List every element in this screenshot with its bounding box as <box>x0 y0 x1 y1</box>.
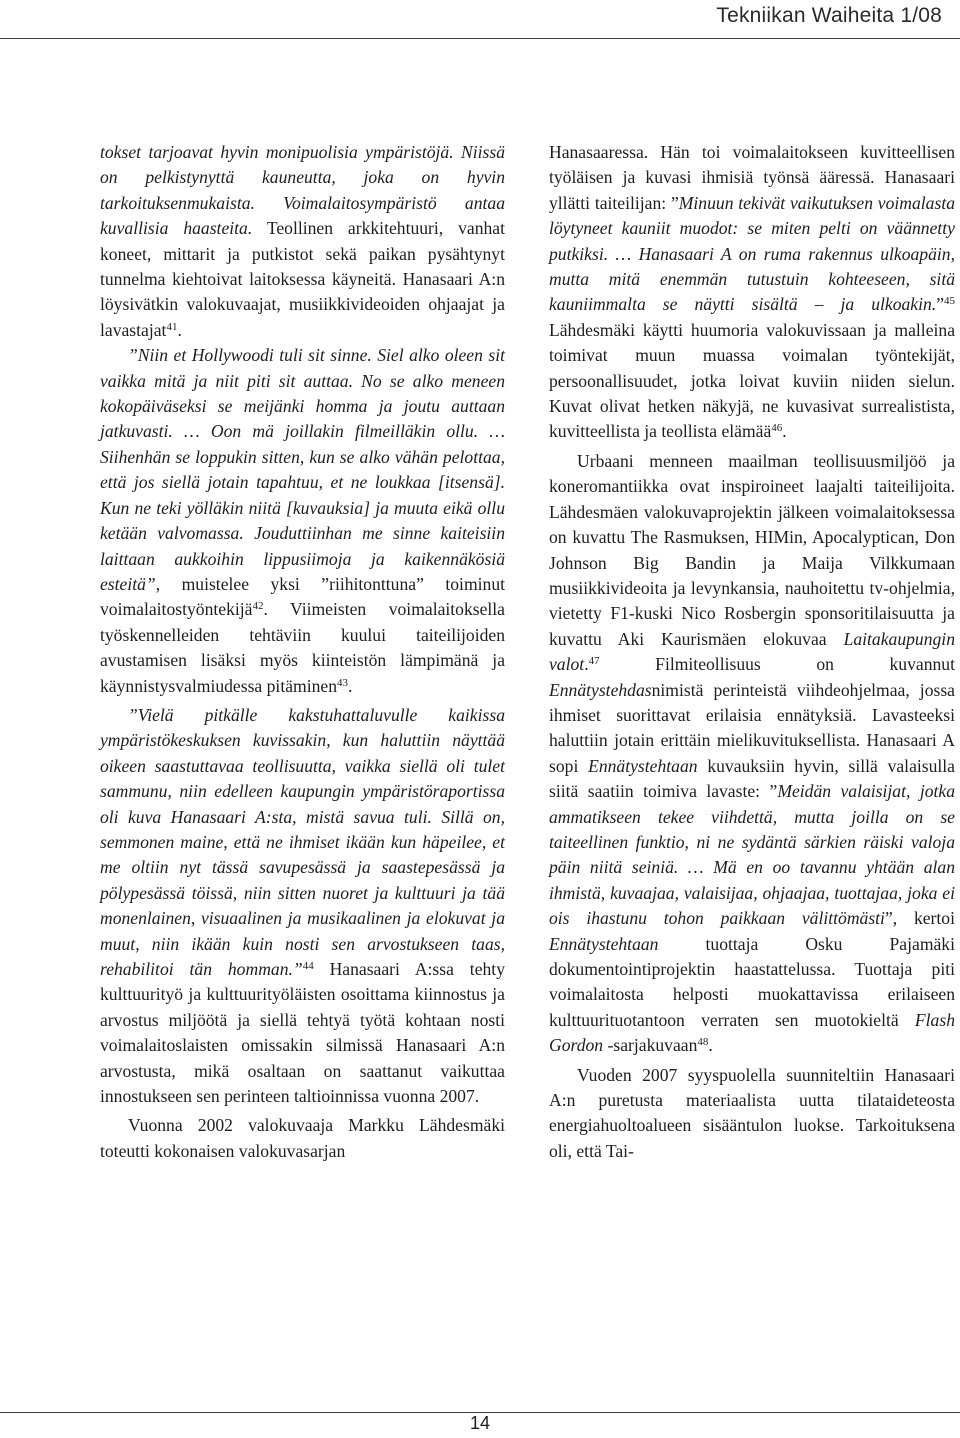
body-text: . <box>782 421 787 442</box>
comic-title: Flash Gordon <box>549 1009 955 1056</box>
body-text: ” <box>936 294 944 315</box>
left-text-column <box>100 140 505 1164</box>
footnote-ref: 46 <box>771 422 783 435</box>
footnote-ref: 48 <box>697 1036 709 1049</box>
body-text: tuottaja Osku Pajamäki dokumentointiprojektin haastattelussa. Tuottaja piti voimalaitosta helposti muokattavissa erilaiseen kulttuurituotantoon verraten sen muotokieltä <box>549 933 955 1030</box>
body-text: Hanasaaressa. Hän toi voimalaitokseen kuvitteellisen työläisen ja kuvasi ihmisiä työnsä ääressä. Hanasaari yllätti taiteilijan: ” <box>549 142 955 213</box>
body-text: nimistä perinteistä viihdeohjelmaa, jossa ihmiset suorittavat erilaisia ennätyksiä. Lavasteeksi haluttiin jotain erittäin mielikuvituksellista. Hanasaari A sopi <box>549 679 955 776</box>
show-title: Ennätystehtaan <box>549 933 659 954</box>
paragraph <box>100 140 505 343</box>
paragraph <box>549 449 955 1059</box>
body-text: , muistelee yksi ”riihitonttuna” toiminut voimalaitostyöntekijä <box>100 573 505 620</box>
footnote-ref: 43 <box>337 676 348 689</box>
body-text: . <box>177 319 182 340</box>
body-text: kuvauksiin hyvin, sillä valaisulla siitä saatiin toimiva lavaste: ” <box>549 755 955 802</box>
footnote-ref: 47 <box>588 655 600 668</box>
body-text: -sarjakuvaan <box>603 1035 698 1056</box>
paragraph <box>100 703 505 1110</box>
right-text-column <box>549 140 955 1164</box>
show-title: Ennätystehtaan <box>588 755 698 776</box>
quote-text: Minuun tekivät vaikutuksen voimalasta löytyneet kauniit muodot: se miten pelti on väännetty putkiksi. … Hanasaari A on ruma rakennus ulkoapäin, mutta mitä enemmän tutustuin kohteeseen, sitä kauniimmalta se näytti sisältä – ja ulkoakin. <box>549 192 956 315</box>
footnote-ref: 45 <box>944 295 955 308</box>
body-text: Urbaani menneen maailman teollisuusmiljöö ja koneromantiikka ovat inspiroineet laajalti taiteilijoita. Lähdesmäen valokuvaprojektin jälkeen voimalaitoksessa on kuvattu The Rasmuksen, HIMin, Apocalyptican, Don Johnson Big Bandin ja Maija Vilkkumaan musiikkivideoita ja levynkansia, nauhoitettu tv-ohjelmia, vietetty F1-kuski Nico Rosbergin sponsoritilaisuutta ja kuvattu Aki Kaurismäen elokuvaa <box>549 450 955 649</box>
page-number <box>0 1413 960 1434</box>
footnote-ref: 44 <box>302 960 314 972</box>
body-text: Hanasaari A:ssa tehty kulttuurityö ja kulttuurityöläisten osoittama kiinnostus ja arvostus miljöötä ja siellä tehtyä työtä kohtaan nosti voimalaitoslaisten omissakin silmissä Hanasaari A:n arvostusta, mikä osaltaan on saattanut vaikuttaa innostukseen sen perinteen taltioinnissa vuonna 2007. <box>100 959 505 1107</box>
body-text: . <box>584 654 589 675</box>
body-text: Vuonna 2002 valokuvaaja Markku Lähdesmäki toteutti kokonaisen valokuvasarjan <box>100 1115 505 1161</box>
body-text: Vuoden 2007 syyspuolella suunniteltiin Hanasaari A:n puretusta materiaalista uutta tilataideteosta energiahuoltoalueen sisääntulon luokse. Tarkoituksena oli, että Tai- <box>549 1064 955 1161</box>
page-number-text: 14 <box>460 1413 500 1434</box>
page-header <box>0 0 960 50</box>
body-text: Filmiteollisuus on kuvannut <box>599 654 955 675</box>
journal-title: Tekniikan Waiheita 1/08 <box>716 4 942 27</box>
paragraph <box>100 343 505 699</box>
header-rule <box>0 38 960 39</box>
paragraph <box>549 1063 955 1165</box>
body-text: . <box>708 1035 713 1056</box>
footnote-ref: 41 <box>166 320 178 333</box>
body-text: ”, kertoi <box>884 908 955 929</box>
footnote-ref: 42 <box>252 600 264 613</box>
quote-text: tokset tarjoavat hyvin monipuolisia ympäristöjä. Niissä on pelkistynyttä kauneutta, joka on hyvin tarkoituksenmukaista. Voimalaitosympäristö antaa kuvallisia haasteita. <box>100 142 505 239</box>
quote-text: ”Vielä pitkälle kakstuhattaluvulle kaikissa ympäristökeskuksen kuvissakin, kun haluttiin näyttää oikeen saastuttavaa teollisuutta, vaikka siellä oli tulet sammunu, niin edelleen kaupungin ympäristöraportissa oli kuva Hanasaari A:sta, mistä savua tuli. Sillä on, semmonen maine, että ne ihmiset ikään kun häpeilee, et me oltiin nyt tässä savupesässä ja saastepesässä ja pölypesässä töissä, niin sitten nuoret ja kulttuuri ja tää monenlainen, visuaalinen ja musikaalinen ja elokuvat ja muut, niin ikään kuin nosti sen arvostukseen taas, rehabilitoi tän homman.” <box>100 704 505 979</box>
film-title: Laitakaupungin valot <box>549 628 955 675</box>
quote-text: ”Niin et Hollywoodi tuli sit sinne. Siel alko oleen sit vaikka mitä ja niit piti sit auttaa. No se alko meneen kokopäiväseksi se meijänki homma ja joutu auttaan jatkuvasti. … Oon mä joillakin filmeilläkin ollu. … Siihenhän se loppukin sitten, kun se alko vähän pelottaa, että jos siellä jotain tapahtuu, et ne loukkaa [itsensä]. Kun ne teki yölläkin niitä [kuvauksia] ja muuta eikä ollu ketään valvomassa. Jouduttiinhan me sinne kaiteisiin laittaan aukkoihin lippusiimoja ja kaikennäkösiä esteitä” <box>100 345 505 594</box>
body-text: . Viimeisten voimalaitoksella työskennelleiden tehtäviin kuului taiteilijoiden avustamisen lisäksi myös kiinteistön lämpimänä ja käynnistysvalmiudessa pitäminen <box>100 599 505 696</box>
paragraph <box>100 1113 505 1164</box>
quote-text: Meidän valaisijat, jotka ammatikseen tekee viihdettä, mutta joilla on se taiteellinen funktio, ni ne sydäntä särkien räiski valoja päin niitä seiniä. … Mä en oo tavannu yhtään alan ihmistä, kuvaajaa, valaisijaa, ohjaajaa, tuottajaa, joka ei ois ihastunu tohon paikkaan välittömästi <box>549 781 956 929</box>
paragraph <box>549 140 955 445</box>
body-text: Lähdesmäki käytti huumoria valokuvissaan ja malleina toimivat muun muassa voimalan työntekijät, persoonallisuudet, jotka loivat kuviin niiden sielun. Kuvat olivat hetken näkyjä, ne kuvasivat surrealistista, kuvitteellista ja teollista elämää <box>549 319 955 442</box>
body-text: . <box>348 675 353 696</box>
body-text: Teollinen arkkitehtuuri, vanhat koneet, mittarit ja putkistot sekä paikan pysähtynyt tunnelma kiehtoivat laitoksessa käyneitä. Hanasaari A:n löysivätkin valokuvaajat, musiikkivideoiden ohjaajat ja lavastajat <box>100 218 505 340</box>
show-title: Ennätystehdas <box>549 679 652 700</box>
